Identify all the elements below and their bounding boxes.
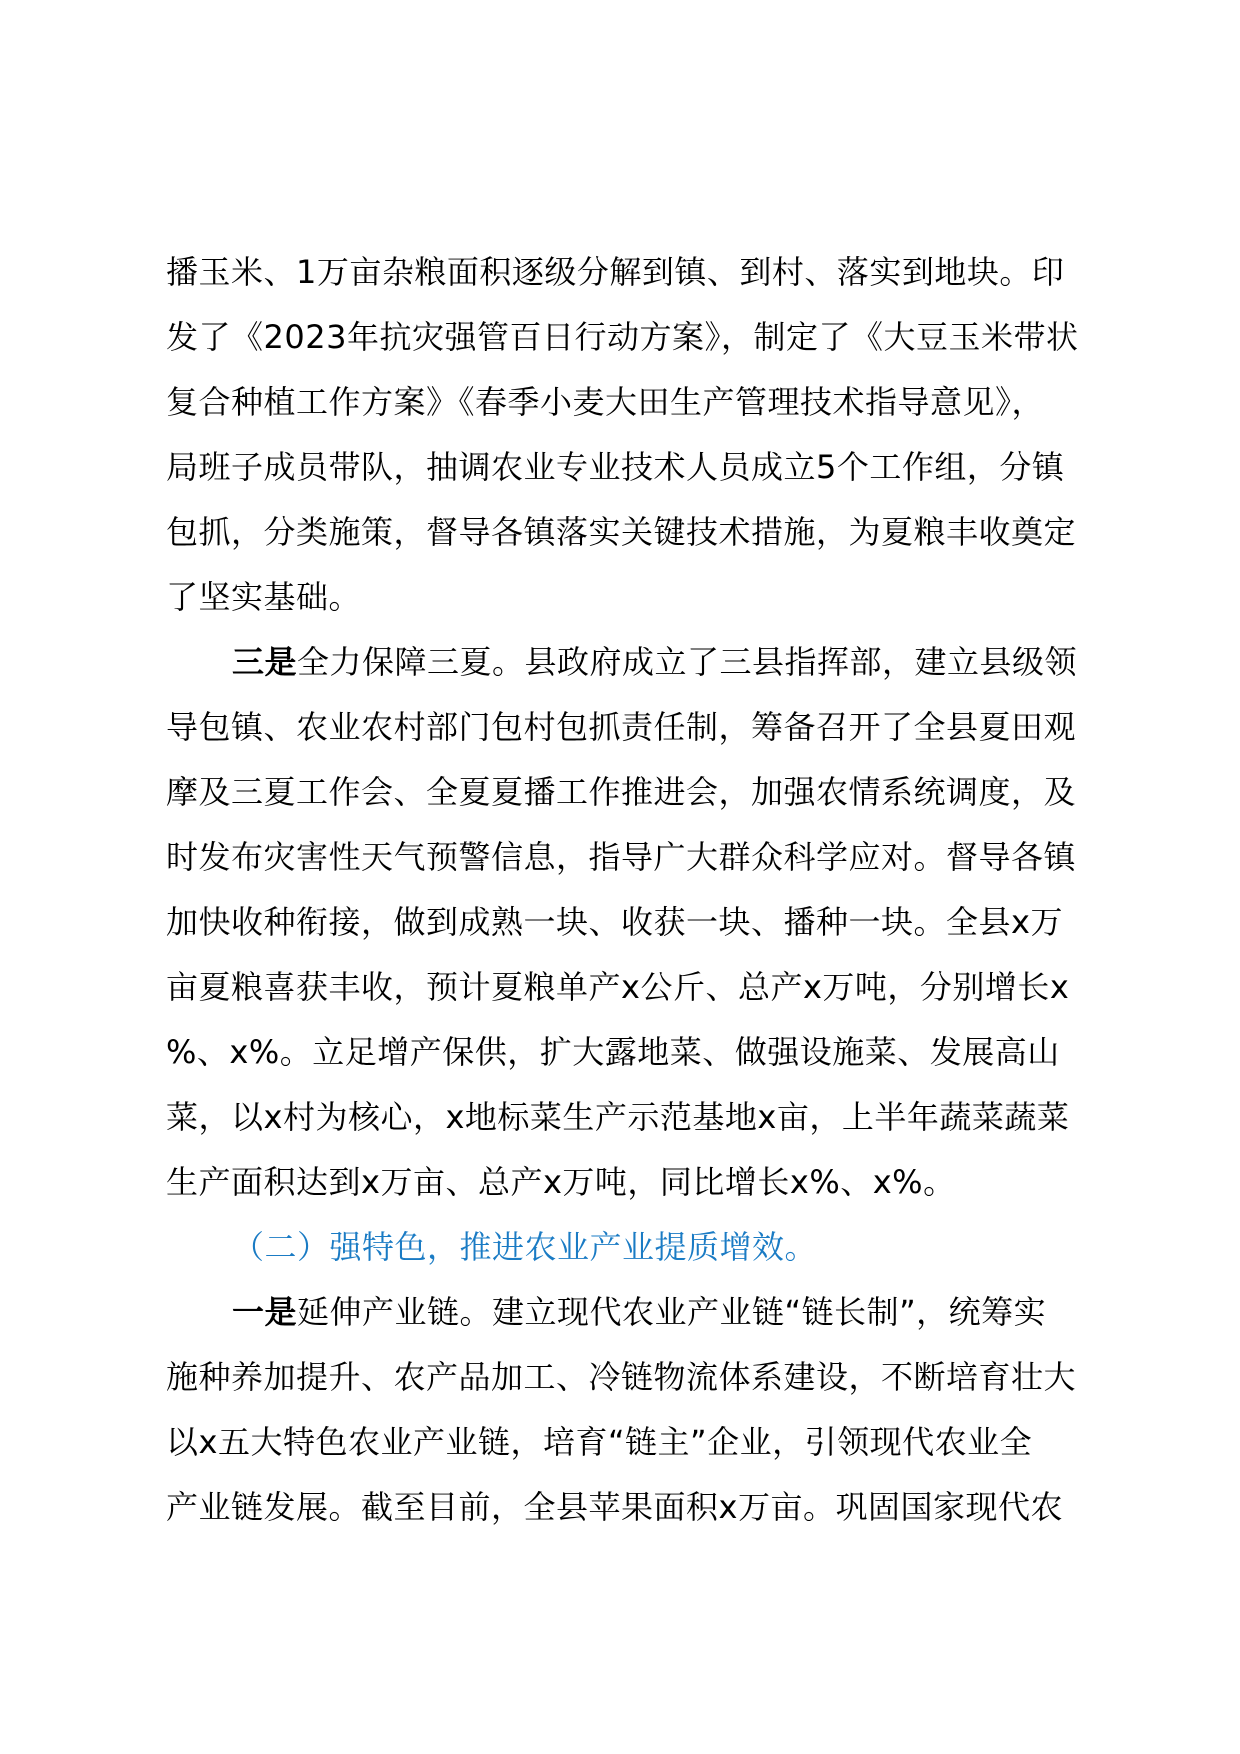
body-text [166, 240, 1116, 1540]
text-line: 播玉米、1万亩杂粮面积逐级分解到镇、到村、落实到地块。印 [166, 253, 1065, 291]
text-line: 亩夏粮喜获丰收，预计夏粮单产x公斤、总产x万吨，分别增长x [166, 968, 1070, 1006]
text-line: 摩及三夏工作会、全夏夏播工作推进会，加强农情系统调度，及 [166, 773, 1077, 811]
text-line: 导包镇、农业农村部门包村包抓责任制，筹备召开了全县夏田观 [166, 708, 1077, 746]
text-line: 了坚实基础。 [166, 578, 362, 616]
text-line: 时发布灾害性天气预警信息，指导广大群众科学应对。督导各镇 [166, 838, 1077, 876]
paragraph-lead-label: 三是 [232, 643, 298, 681]
text-line: 发了《2023年抗灾强管百日行动方案》，制定了《大豆玉米带状 [166, 318, 1079, 356]
paragraph-lead-text: 延伸产业链。建立现代农业产业链“链长制”，统筹实 [297, 1293, 1047, 1331]
paragraph-lead-text: 全力保障三夏。县政府成立了三县指挥部，建立县级领 [297, 643, 1078, 681]
section-heading: （二）强特色，推进农业产业提质增效。 [232, 1228, 818, 1266]
text-line: 生产面积达到x万亩、总产x万吨，同比增长x%、x%。 [166, 1163, 956, 1201]
text-line: 产业链发展。截至目前，全县苹果面积x万亩。巩固国家现代农 [166, 1488, 1063, 1526]
text-line: 以x五大特色农业产业链，培育“链主”企业，引领现代农业全 [166, 1423, 1033, 1461]
text-line: %、x%。立足增产保供，扩大露地菜、做强设施菜、发展高山 [166, 1033, 1060, 1071]
paragraph-three-first-line [166, 630, 1116, 695]
text-line: 菜，以x村为核心，x地标菜生产示范基地x亩，上半年蔬菜蔬菜 [166, 1098, 1070, 1136]
paragraph-lead-label: 一是 [232, 1293, 298, 1331]
paragraph-one-first-line [166, 1280, 1116, 1345]
text-line: 复合种植工作方案》《春季小麦大田生产管理技术指导意见》， [166, 383, 1045, 421]
text-line: 加快收种衔接，做到成熟一块、收获一块、播种一块。全县x万 [166, 903, 1063, 941]
text-line: 施种养加提升、农产品加工、冷链物流体系建设，不断培育壮大 [166, 1358, 1077, 1396]
text-line: 局班子成员带队，抽调农业专业技术人员成立5个工作组，分镇 [166, 448, 1065, 486]
text-line: 包抓，分类施策，督导各镇落实关键技术措施，为夏粮丰收奠定 [166, 513, 1077, 551]
